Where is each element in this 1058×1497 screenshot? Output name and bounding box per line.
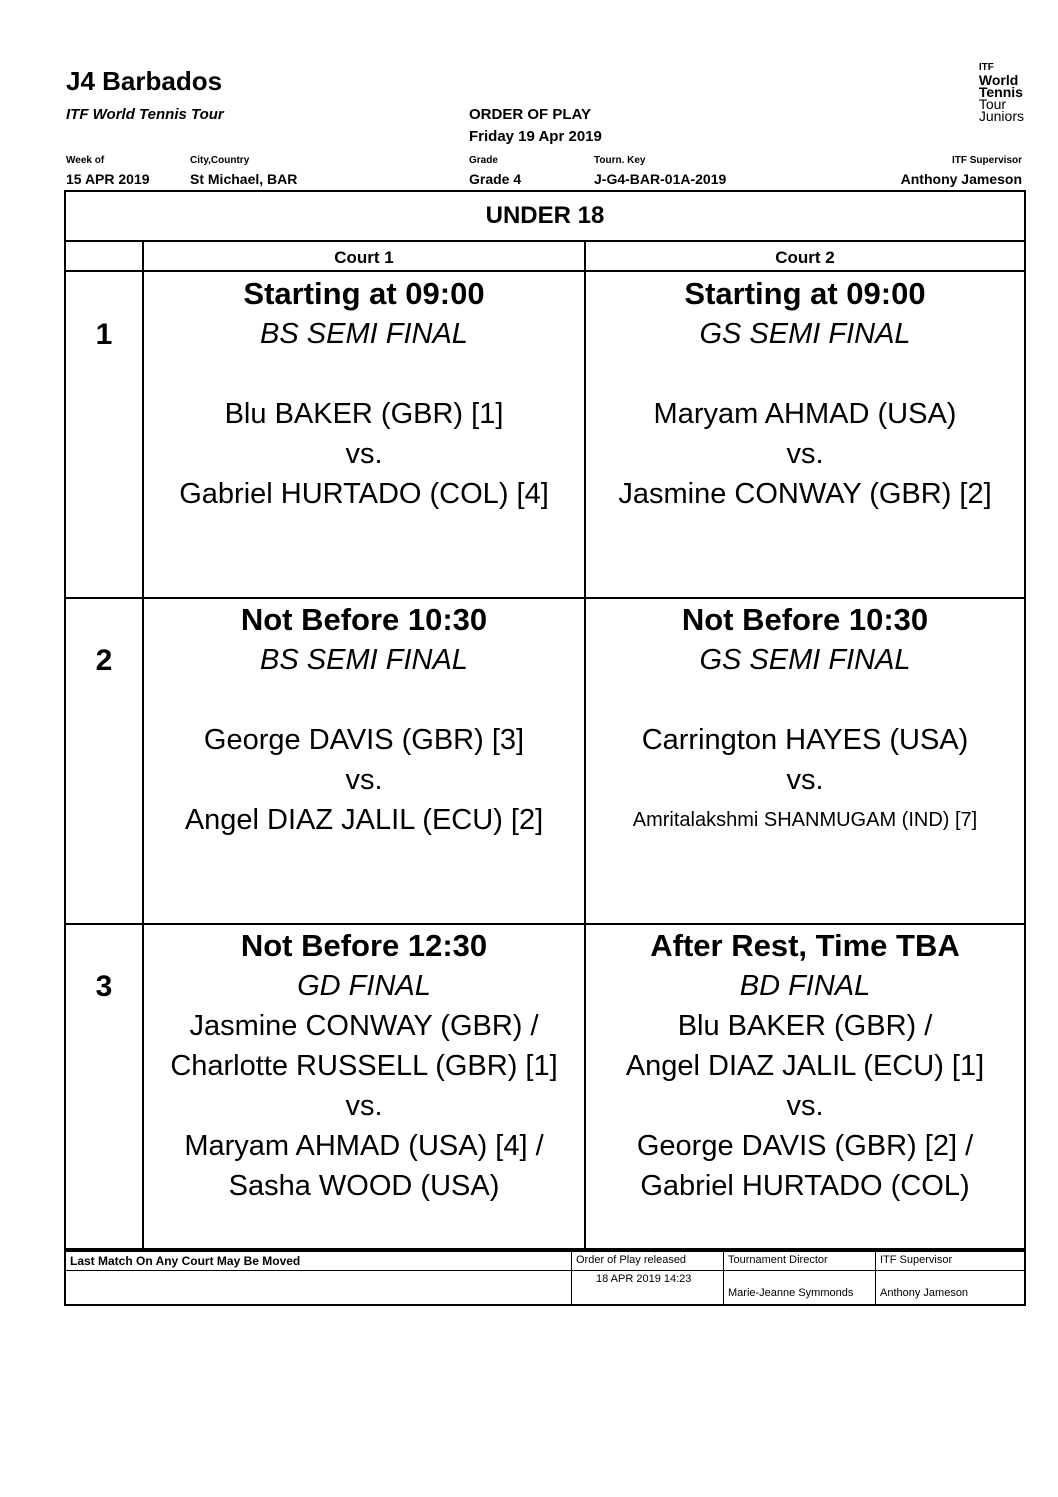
week-of-label: Week of xyxy=(66,155,105,166)
start-time: Not Before 12:30 xyxy=(240,928,488,963)
itf-juniors-logo xyxy=(979,62,1024,122)
team-1-player-a: Blu BAKER (GBR) / xyxy=(677,1010,933,1042)
start-time: Not Before 10:30 xyxy=(681,602,929,637)
divider xyxy=(875,1250,876,1304)
tournament-title: J4 Barbados xyxy=(66,66,223,96)
city-label: City,Country xyxy=(190,155,250,166)
team-2-player-b: Gabriel HURTADO (COL) xyxy=(640,1170,970,1202)
divider xyxy=(66,270,1024,272)
divider xyxy=(66,1270,1024,1271)
versus: vs. xyxy=(345,438,383,470)
team-1-player-a: Jasmine CONWAY (GBR) / xyxy=(189,1010,539,1042)
match-court-1-row-3 xyxy=(144,926,584,1206)
divider xyxy=(571,1250,572,1304)
footer-supervisor-label: ITF Supervisor xyxy=(880,1254,953,1266)
city-value: St Michael, BAR xyxy=(190,171,298,187)
director-label: Tournament Director xyxy=(728,1254,828,1266)
supervisor-label: ITF Supervisor xyxy=(951,155,1022,166)
match-court-1-row-1 xyxy=(144,274,584,514)
divider xyxy=(66,240,1024,242)
event-name: GS SEMI FINAL xyxy=(699,318,911,350)
player-1: Carrington HAYES (USA) xyxy=(641,724,969,756)
event-name: BD FINAL xyxy=(739,970,871,1002)
match-order-2: 2 xyxy=(95,644,113,677)
event-name: GD FINAL xyxy=(297,970,431,1002)
footer-table xyxy=(64,1250,1026,1306)
player-2: Angel DIAZ JALIL (ECU) [2] xyxy=(184,804,544,836)
supervisor-value: Anthony Jameson xyxy=(900,171,1022,187)
director-value: Marie-Jeanne Symmonds xyxy=(728,1287,854,1299)
logo-line: Juniors xyxy=(978,108,1024,124)
court-2-header: Court 2 xyxy=(775,248,835,267)
order-of-play-heading: ORDER OF PLAY xyxy=(469,106,591,123)
grade-value: Grade 4 xyxy=(469,171,522,187)
logo-line: World xyxy=(978,72,1019,88)
footer-supervisor-value: Anthony Jameson xyxy=(880,1287,969,1299)
grade-label: Grade xyxy=(469,155,498,166)
logo-line: Tennis xyxy=(978,84,1023,100)
player-2: Amritalakshmi SHANMUGAM (IND) [7] xyxy=(632,809,978,831)
versus: vs. xyxy=(345,764,383,796)
court-1-header: Court 1 xyxy=(334,248,394,267)
week-of-value: 15 APR 2019 xyxy=(66,171,150,187)
logo-line: ITF xyxy=(978,62,994,73)
event-name: BS SEMI FINAL xyxy=(260,318,468,350)
team-2-player-b: Sasha WOOD (USA) xyxy=(228,1170,500,1202)
event-name: BS SEMI FINAL xyxy=(260,644,468,676)
versus: vs. xyxy=(786,764,824,796)
logo-line: Tour xyxy=(978,96,1007,112)
divider xyxy=(723,1250,724,1304)
match-court-1-row-2 xyxy=(144,600,584,840)
event-name: GS SEMI FINAL xyxy=(699,644,911,676)
divider xyxy=(66,1250,1024,1252)
match-court-2-row-3 xyxy=(586,926,1024,1206)
start-time: After Rest, Time TBA xyxy=(650,928,960,963)
play-date: Friday 19 Apr 2019 xyxy=(469,128,602,145)
player-1: George DAVIS (GBR) [3] xyxy=(203,724,525,756)
start-time: Starting at 09:00 xyxy=(243,276,485,311)
player-1: Blu BAKER (GBR) [1] xyxy=(224,398,504,430)
tourn-key-value: J-G4-BAR-01A-2019 xyxy=(594,171,727,187)
released-label: Order of Play released xyxy=(576,1254,687,1266)
tour-subtitle: ITF World Tennis Tour xyxy=(66,106,224,123)
order-of-play-grid xyxy=(64,190,1026,1250)
player-2: Jasmine CONWAY (GBR) [2] xyxy=(618,478,992,510)
player-1: Maryam AHMAD (USA) xyxy=(653,398,957,430)
match-court-2-row-1 xyxy=(586,274,1024,514)
start-time: Not Before 10:30 xyxy=(240,602,488,637)
released-value: 18 APR 2019 14:23 xyxy=(596,1273,692,1285)
versus: vs. xyxy=(345,1090,383,1122)
versus: vs. xyxy=(786,1090,824,1122)
tourn-key-label: Tourn. Key xyxy=(594,155,646,166)
player-2: Gabriel HURTADO (COL) [4] xyxy=(179,478,549,510)
footer-note: Last Match On Any Court May Be Moved xyxy=(70,1254,301,1268)
match-order-1: 1 xyxy=(95,318,113,351)
team-2-player-a: Maryam AHMAD (USA) [4] / xyxy=(184,1130,544,1162)
divider xyxy=(66,923,1024,925)
section-title: UNDER 18 xyxy=(485,202,605,229)
team-2-player-a: George DAVIS (GBR) [2] / xyxy=(636,1130,974,1162)
versus: vs. xyxy=(786,438,824,470)
match-court-2-row-2 xyxy=(586,600,1024,840)
divider xyxy=(66,597,1024,599)
start-time: Starting at 09:00 xyxy=(684,276,926,311)
match-order-3: 3 xyxy=(95,970,113,1003)
team-1-player-b: Charlotte RUSSELL (GBR) [1] xyxy=(170,1050,558,1082)
team-1-player-b: Angel DIAZ JALIL (ECU) [1] xyxy=(625,1050,985,1082)
